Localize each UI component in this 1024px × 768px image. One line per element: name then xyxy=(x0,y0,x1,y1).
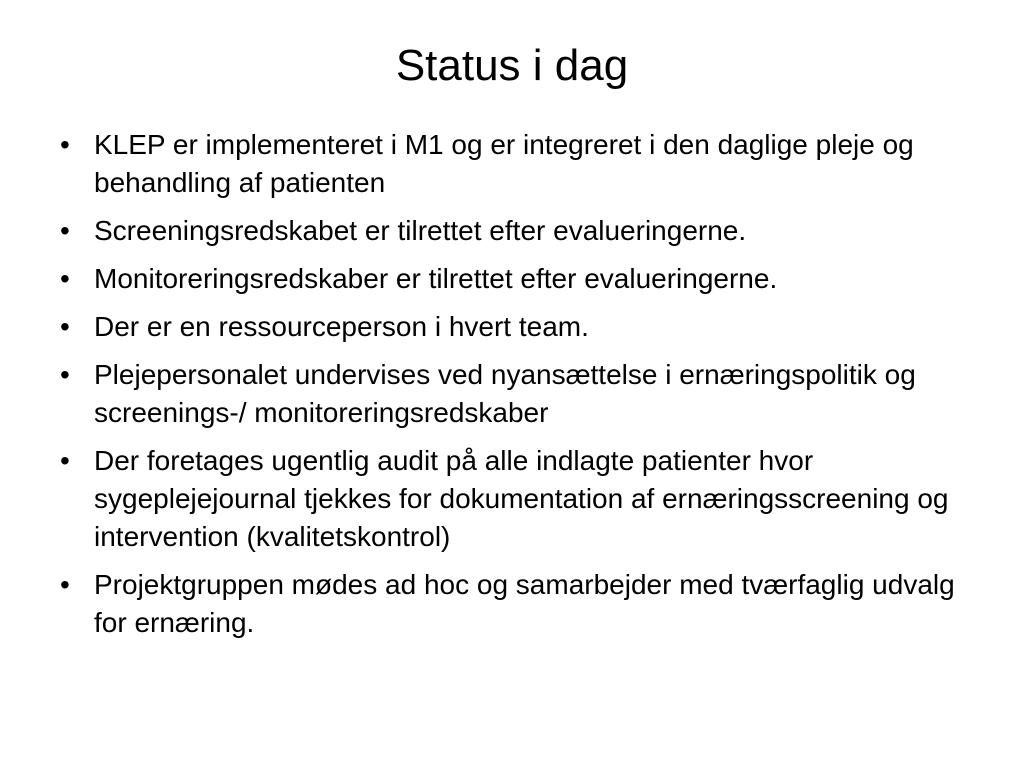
bullet-text: Projektgruppen mødes ad hoc og samarbejder med tværfaglig udvalg for ernæring. xyxy=(94,569,955,638)
bullet-item-6 xyxy=(60,442,990,556)
slide-title: Status i dag xyxy=(395,41,629,90)
bullet-list xyxy=(60,126,990,652)
bullet-item-1 xyxy=(60,126,990,202)
bullet-text: Der er en ressourceperson i hvert team. xyxy=(94,311,589,342)
bullet-icon: • xyxy=(60,263,70,294)
bullet-text: Plejepersonalet undervises ved nyansættelse i ernæringspolitik og screenings-/ monitoreringsredskaber xyxy=(94,359,916,428)
bullet-icon: • xyxy=(60,129,70,160)
bullet-text: Der foretages ugentlig audit på alle indlagte patienter hvor sygeplejejournal tjekkes for dokumentation af ernæringsscreening og intervention (kvalitetskontrol) xyxy=(94,445,949,552)
bullet-text: KLEP er implementeret i M1 og er integreret i den daglige pleje og behandling af patienten xyxy=(94,129,914,198)
bullet-icon: • xyxy=(60,359,70,390)
bullet-icon: • xyxy=(60,215,70,246)
bullet-item-4 xyxy=(60,308,990,346)
bullet-icon: • xyxy=(60,445,70,476)
bullet-icon: • xyxy=(60,569,70,600)
bullet-item-7 xyxy=(60,566,990,642)
bullet-text: Screeningsredskabet er tilrettet efter evalueringerne. xyxy=(94,215,747,246)
bullet-text: Monitoreringsredskaber er tilrettet efter evalueringerne. xyxy=(94,263,778,294)
bullet-item-2 xyxy=(60,212,990,250)
bullet-item-3 xyxy=(60,260,990,298)
bullet-icon: • xyxy=(60,311,70,342)
bullet-item-5 xyxy=(60,356,990,432)
